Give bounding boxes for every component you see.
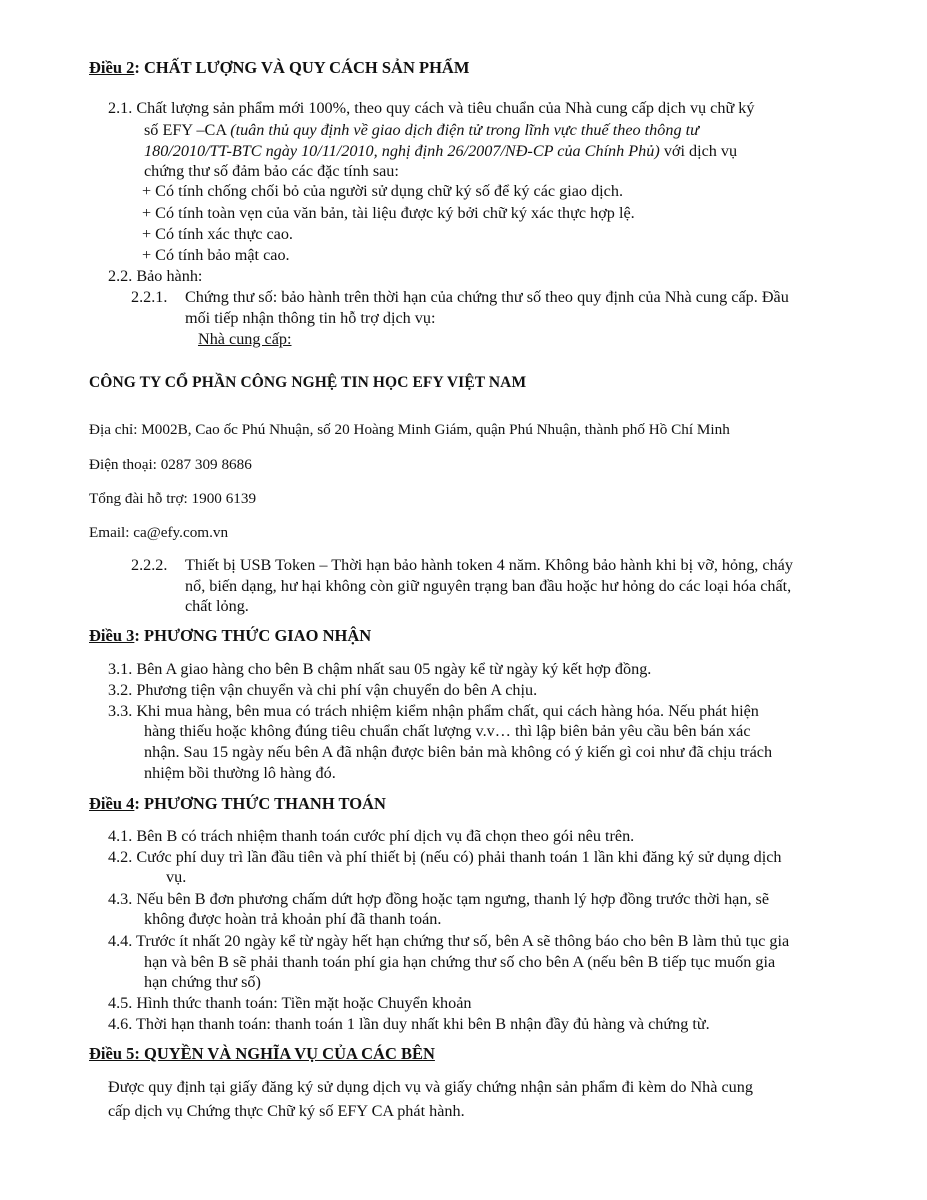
- bullet-item: + Có tính toàn vẹn của văn bản, tài liệu được ký bởi chữ ký xác thực hợp lệ.: [142, 204, 635, 222]
- section-2-1-line-4: chứng thư số đảm bảo các đặc tính sau:: [144, 162, 399, 180]
- bullet-item: + Có tính bảo mật cao.: [142, 246, 290, 264]
- dieu-3-line: 3.3. Khi mua hàng, bên mua có trách nhiệm kiểm nhận phẩm chất, qui cách hàng hóa. Nếu phát hiện: [108, 702, 759, 720]
- dieu-3-line: nhận. Sau 15 ngày nếu bên A đã nhận được biên bản mà không có ý kiến gì coi như đã chịu trách: [144, 743, 773, 761]
- dieu-4-line: không được hoàn trả khoản phí đã thanh toán.: [144, 910, 442, 928]
- company-address: Địa chỉ: M002B, Cao ốc Phú Nhuận, số 20 Hoàng Minh Giám, quận Phú Nhuận, thành phố Hồ Chí Minh: [89, 421, 730, 438]
- section-2-2-2-line-3: chất lỏng.: [185, 597, 249, 615]
- dieu-3-heading: [89, 626, 371, 647]
- dieu-4-line: 4.6. Thời hạn thanh toán: thanh toán 1 lần duy nhất khi bên B nhận đầy đủ hàng và chứng từ.: [108, 1015, 710, 1033]
- section-2-2-1-line-1: Chứng thư số: bảo hành trên thời hạn của chứng thư số theo quy định của Nhà cung cấp. Đầu: [185, 288, 789, 306]
- section-2-1-line-3: [144, 141, 737, 162]
- company-email: Email: ca@efy.com.vn: [89, 524, 229, 541]
- section-2-1-line-3-text: với dịch vụ: [659, 142, 738, 160]
- section-2-2-2-line-2: nổ, biến dạng, hư hại không còn giữ nguyên trạng ban đầu hoặc hư hỏng do các loại hóa chất,: [185, 577, 792, 595]
- section-2-2-2-line-1: Thiết bị USB Token – Thời hạn bảo hành token 4 năm. Không bảo hành khi bị vỡ, hỏng, cháy: [185, 556, 793, 574]
- dieu-4-title: : PHƯƠNG THỨC THANH TOÁN: [134, 794, 386, 813]
- dieu-4-line: 4.5. Hình thức thanh toán: Tiền mặt hoặc Chuyển khoản: [108, 994, 472, 1012]
- dieu-4-number: Điều 4: [89, 794, 135, 813]
- dieu-3-title: : PHƯƠNG THỨC GIAO NHẬN: [134, 626, 372, 645]
- dieu-5-line-2: cấp dịch vụ Chứng thực Chữ ký số EFY CA phát hành.: [108, 1102, 465, 1120]
- section-2-2-1-line-2: mối tiếp nhận thông tin hỗ trợ dịch vụ:: [185, 309, 436, 327]
- dieu-4-line: 4.3. Nếu bên B đơn phương chấm dứt hợp đồng hoặc tạm ngưng, thanh lý hợp đồng trước thời hạn, sẽ: [108, 890, 770, 908]
- dieu-3-line: 3.1. Bên A giao hàng cho bên B chậm nhất sau 05 ngày kể từ ngày ký kết hợp đồng.: [108, 660, 652, 678]
- dieu-5-line-1: Được quy định tại giấy đăng ký sử dụng dịch vụ và giấy chứng nhận sản phẩm đi kèm do Nhà cung: [108, 1078, 753, 1096]
- dieu-3-line: 3.2. Phương tiện vận chuyển và chi phí vận chuyển do bên A chịu.: [108, 681, 538, 699]
- dieu-3-number: Điều 3: [89, 626, 135, 645]
- provider-label: Nhà cung cấp:: [198, 330, 292, 348]
- section-2-1-line-2: [144, 120, 699, 141]
- company-hotline: Tổng đài hỗ trợ: 1900 6139: [89, 490, 257, 507]
- section-2-2-title: 2.2. Bảo hành:: [108, 267, 203, 285]
- company-phone: Điện thoại: 0287 309 8686: [89, 456, 252, 473]
- dieu-4-line: 4.2. Cước phí duy trì lần đầu tiên và phí thiết bị (nếu có) phải thanh toán 1 lần khi đăng ký sử dụng dịch: [108, 848, 782, 866]
- section-2-1-line-2-text: số EFY –CA: [144, 121, 231, 139]
- dieu-4-line: 4.1. Bên B có trách nhiệm thanh toán cước phí dịch vụ đã chọn theo gói nêu trên.: [108, 827, 635, 845]
- dieu-2-heading: [89, 58, 469, 79]
- section-2-1-line-2-italic: (tuân thủ quy định về giao dịch điện tử trong lĩnh vực thuế theo thông tư: [230, 121, 699, 139]
- dieu-2-title: : CHẤT LƯỢNG VÀ QUY CÁCH SẢN PHẨM: [134, 58, 470, 77]
- dieu-4-line: hạn và bên B sẽ phải thanh toán phí gia hạn chứng thư số cho bên A (nếu bên B tiếp tục muốn gia: [144, 953, 776, 971]
- bullet-item: + Có tính xác thực cao.: [142, 225, 293, 243]
- dieu-2-number: Điều 2: [89, 58, 135, 77]
- section-2-2-2-number: 2.2.2.: [131, 556, 168, 574]
- dieu-4-heading: [89, 794, 386, 815]
- dieu-3-line: nhiệm bồi thường lô hàng đó.: [144, 764, 336, 782]
- bullet-item: + Có tính chống chối bỏ của người sử dụng chữ ký số để ký các giao dịch.: [142, 182, 623, 200]
- dieu-4-line: 4.4. Trước ít nhất 20 ngày kể từ ngày hết hạn chứng thư số, bên A sẽ thông báo cho bên B làm thủ tục gia: [108, 932, 790, 950]
- section-2-1-line-1: 2.1. Chất lượng sản phẩm mới 100%, theo quy cách và tiêu chuẩn của Nhà cung cấp dịch vụ chữ ký: [108, 99, 755, 117]
- section-2-2-1-number: 2.2.1.: [131, 288, 168, 306]
- section-2-1-line-3-italic: 180/2010/TT-BTC ngày 10/11/2010, nghị định 26/2007/NĐ-CP của Chính Phủ): [144, 142, 660, 160]
- company-name: CÔNG TY CỔ PHẦN CÔNG NGHỆ TIN HỌC EFY VIỆT NAM: [89, 374, 527, 391]
- dieu-3-line: hàng thiếu hoặc không đúng tiêu chuẩn chất lượng v.v… thì lập biên bản yêu cầu bên bán xác: [144, 722, 751, 740]
- dieu-5-heading: Điều 5: QUYỀN VÀ NGHĨA VỤ CỦA CÁC BÊN: [89, 1044, 435, 1063]
- dieu-4-line: hạn chứng thư số): [144, 973, 261, 991]
- dieu-4-line: vụ.: [166, 868, 187, 886]
